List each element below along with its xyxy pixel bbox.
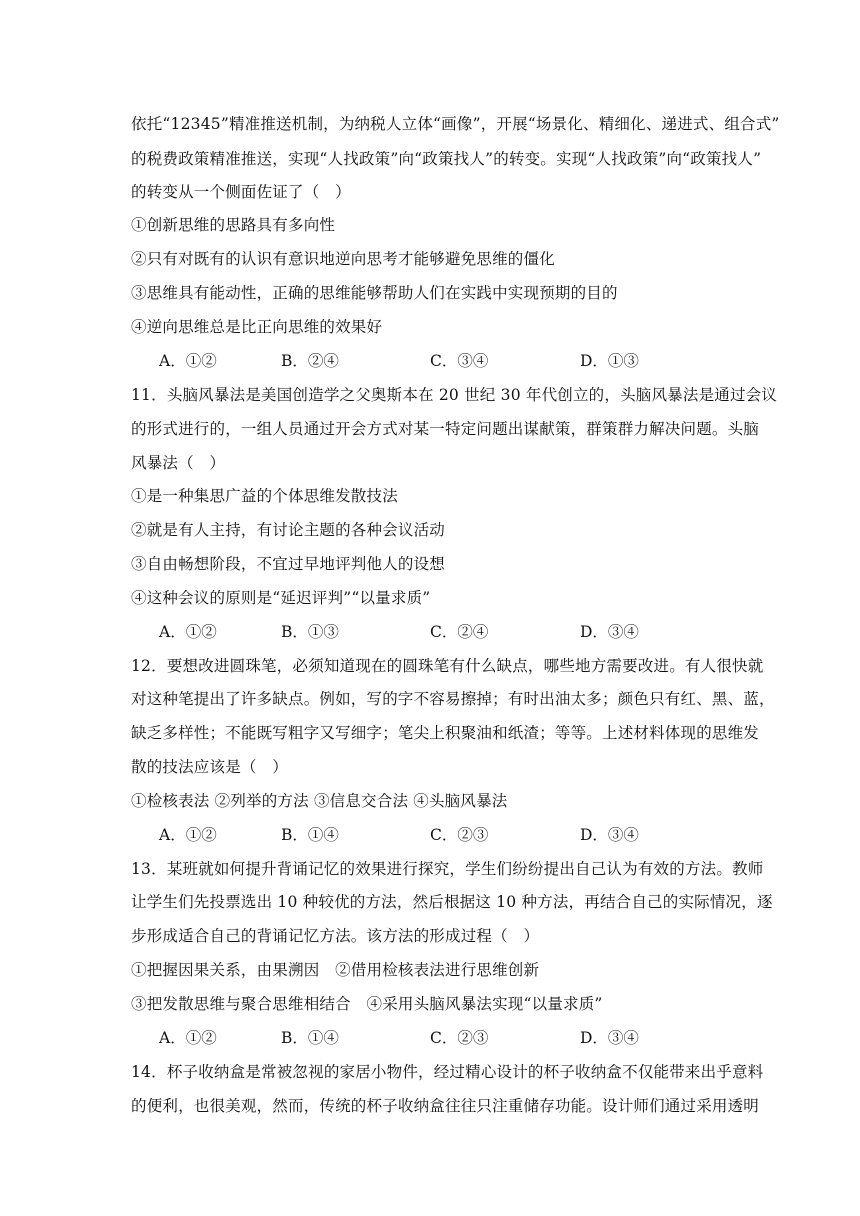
q11-item-1: ①是一种集思广益的个体思维发散技法 <box>131 487 398 505</box>
q11-option-a[interactable]: A．①② <box>159 623 217 641</box>
q13-item-1: ①把握因果关系，由果溯因 ②借用检核表法进行思维创新 <box>131 961 540 979</box>
q11-option-b[interactable]: B．①③ <box>281 623 339 641</box>
q10-option-c[interactable]: C．③④ <box>430 352 489 370</box>
q13-stem-line-2: 让学生们先投票选出 10 种较优的方法，然后根据这 10 种方法，再结合自己的实际情况，逐 <box>131 893 773 911</box>
q11-item-2: ②就是有人主持，有讨论主题的各种会议活动 <box>131 521 446 539</box>
q10-stem-line-3: 的转变从一个侧面佐证了（ ） <box>131 183 351 201</box>
q13-option-c[interactable]: C．②③ <box>430 1029 489 1047</box>
q10-stem-line-2: 的税费政策精准推送，实现“人找政策”向“政策找人”的转变。实现“人找政策”向“政策找人” <box>131 150 762 168</box>
q13-stem-line-1: 13．某班就如何提升背诵记忆的效果进行探究，学生们纷纷提出自己认为有效的方法。教师 <box>131 860 764 878</box>
q10-item-3: ③思维具有能动性，正确的思维能够帮助人们在实践中实现预期的目的 <box>131 284 618 302</box>
q11-option-c[interactable]: C．②④ <box>430 623 489 641</box>
q10-option-d[interactable]: D．①③ <box>580 352 639 370</box>
q12-item-1: ①检核表法 ②列举的方法 ③信息交合法 ④头脑风暴法 <box>131 792 508 810</box>
q14-stem-line-2: 的便利，也很美观，然而，传统的杯子收纳盒往往只注重储存功能。设计师们通过采用透明 <box>131 1097 760 1115</box>
q11-item-3: ③自由畅想阶段，不宜过早地评判他人的设想 <box>131 555 446 573</box>
q13-option-b[interactable]: B．①④ <box>281 1029 339 1047</box>
q13-stem-line-3: 步形成适合自己的背诵记忆方法。该方法的形成过程（ ） <box>131 927 540 945</box>
q10-stem-line-1: 依托“12345”精准推送机制，为纳税人立体“画像”，开展“场景化、精细化、递进式、组合式” <box>131 115 780 133</box>
q10-option-b[interactable]: B．②④ <box>281 352 339 370</box>
q12-option-a[interactable]: A．①② <box>159 826 217 844</box>
q12-stem-line-4: 散的技法应该是（ ） <box>131 758 289 776</box>
q12-option-d[interactable]: D．③④ <box>580 826 639 844</box>
q12-stem-line-3: 缺乏多样性；不能既写粗字又写细字；笔尖上积聚油和纸渣；等等。上述材料体现的思维发 <box>131 724 760 742</box>
q10-option-a[interactable]: A．①② <box>159 352 217 370</box>
q11-item-4: ④这种会议的原则是“延迟评判”“以量求质” <box>131 589 431 607</box>
q11-stem-line-3: 风暴法（ ） <box>131 454 226 472</box>
q11-stem-line-1: 11．头脑风暴法是美国创造学之父奥斯本在 20 世纪 30 年代创立的，头脑风暴法是通过会议 <box>131 386 778 404</box>
q13-option-a[interactable]: A．①② <box>159 1029 217 1047</box>
q11-option-d[interactable]: D．③④ <box>580 623 639 641</box>
q14-stem-line-1: 14．杯子收纳盒是常被忽视的家居小物件，经过精心设计的杯子收纳盒不仅能带来出乎意料 <box>131 1063 764 1081</box>
q13-item-2: ③把发散思维与聚合思维相结合 ④采用头脑风暴法实现“以量求质” <box>131 995 603 1013</box>
q10-item-2: ②只有对既有的认识有意识地逆向思考才能够避免思维的僵化 <box>131 250 555 268</box>
q12-stem-line-2: 对这种笔提出了许多缺点。例如，写的字不容易擦掉；有时出油太多；颜色只有红、黑、蓝， <box>131 690 775 708</box>
q12-option-b[interactable]: B．①④ <box>281 826 339 844</box>
q10-item-4: ④逆向思维总是比正向思维的效果好 <box>131 318 383 336</box>
q12-option-c[interactable]: C．②③ <box>430 826 489 844</box>
q13-option-d[interactable]: D．③④ <box>580 1029 639 1047</box>
q10-item-1: ①创新思维的思路具有多向性 <box>131 216 336 234</box>
q12-stem-line-1: 12．要想改进圆珠笔，必须知道现在的圆珠笔有什么缺点，哪些地方需要改进。有人很快就 <box>131 657 764 675</box>
q11-stem-line-2: 的形式进行的，一组人员通过开会方式对某一特定问题出谋献策，群策群力解决问题。头脑 <box>131 420 760 438</box>
